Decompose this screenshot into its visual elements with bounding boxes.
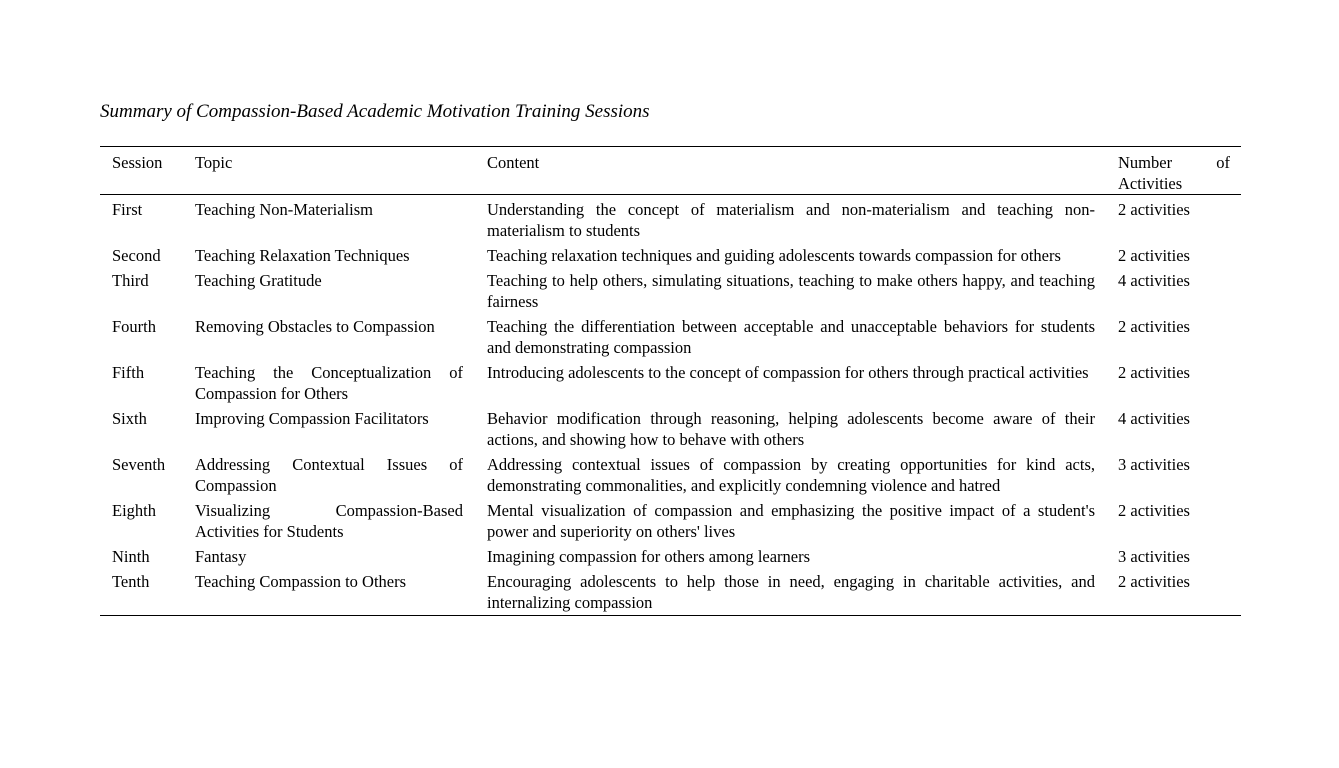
topic-cell: Visualizing Compassion-Based Activities for Students (195, 501, 463, 541)
activities-cell: 2 activities (1118, 200, 1190, 219)
table-row (100, 496, 1241, 542)
table-row (100, 312, 1241, 358)
table-row (100, 542, 1241, 567)
table-row (100, 241, 1241, 266)
activities-cell: 2 activities (1118, 317, 1190, 336)
activities-cell: 2 activities (1118, 246, 1190, 265)
session-cell: First (112, 200, 143, 219)
topic-cell: Teaching Non-Materialism (195, 200, 373, 219)
content-cell: Imagining compassion for others among learners (487, 547, 811, 566)
content-cell: Mental visualization of compassion and emphasizing the positive impact of a student's power and superiority on others' lives (487, 501, 1095, 541)
header-topic: Topic (195, 153, 233, 172)
topic-cell: Fantasy (195, 547, 247, 566)
table-row (100, 404, 1241, 450)
topic-cell: Addressing Contextual Issues of Compassion (195, 455, 463, 495)
session-cell: Fifth (112, 363, 145, 382)
activities-cell: 2 activities (1118, 363, 1190, 382)
header-number-line2: Activities (1118, 174, 1183, 193)
table-header-row (100, 147, 1241, 195)
content-cell: Behavior modification through reasoning, helping adolescents become aware of their actions, and showing how to behave with others (487, 409, 1095, 449)
session-cell: Tenth (112, 572, 150, 591)
content-cell: Teaching the differentiation between acceptable and unacceptable behaviors for students and demonstrating compassion (487, 317, 1095, 357)
session-cell: Third (112, 271, 149, 290)
topic-cell: Removing Obstacles to Compassion (195, 317, 435, 336)
activities-cell: 4 activities (1118, 409, 1190, 428)
content-cell: Understanding the concept of materialism and non-materialism and teaching non-materialism to students (487, 200, 1095, 240)
header-of-word: of (1216, 153, 1230, 172)
content-cell: Addressing contextual issues of compassion by creating opportunities for kind acts, demonstrating commonalities, and explicitly condemning violence and hatred (487, 455, 1095, 495)
activities-cell: 3 activities (1118, 455, 1190, 474)
table-row (100, 195, 1241, 242)
sessions-table (100, 146, 1241, 616)
table-body (100, 195, 1241, 616)
session-cell: Fourth (112, 317, 157, 336)
header-session: Session (112, 153, 163, 172)
session-cell: Sixth (112, 409, 147, 428)
content-cell: Teaching to help others, simulating situations, teaching to make others happy, and teaching fairness (487, 271, 1095, 311)
session-cell: Seventh (112, 455, 166, 474)
topic-cell: Teaching Gratitude (195, 271, 322, 290)
session-cell: Second (112, 246, 161, 265)
activities-cell: 4 activities (1118, 271, 1190, 290)
table-row (100, 266, 1241, 312)
session-cell: Ninth (112, 547, 150, 566)
content-cell: Encouraging adolescents to help those in need, engaging in charitable activities, and internalizing compassion (487, 572, 1095, 612)
topic-cell: Teaching the Conceptualization of Compassion for Others (195, 363, 463, 403)
header-number-line1 (1118, 152, 1230, 173)
table-caption: Summary of Compassion-Based Academic Motivation Training Sessions (100, 101, 650, 122)
content-cell: Teaching relaxation techniques and guiding adolescents towards compassion for others (487, 246, 1061, 265)
table-row (100, 450, 1241, 496)
header-number-word: Number (1118, 153, 1173, 172)
session-cell: Eighth (112, 501, 156, 520)
topic-cell: Teaching Compassion to Others (195, 572, 407, 591)
topic-cell: Teaching Relaxation Techniques (195, 246, 410, 265)
activities-cell: 2 activities (1118, 501, 1190, 520)
content-cell: Introducing adolescents to the concept of compassion for others through practical activities (487, 363, 1089, 382)
activities-cell: 3 activities (1118, 547, 1190, 566)
activities-cell: 2 activities (1118, 572, 1190, 591)
table-row (100, 358, 1241, 404)
table-row (100, 567, 1241, 616)
header-content: Content (487, 153, 540, 172)
header-number-of-activities (1118, 147, 1241, 195)
topic-cell: Improving Compassion Facilitators (195, 409, 429, 428)
